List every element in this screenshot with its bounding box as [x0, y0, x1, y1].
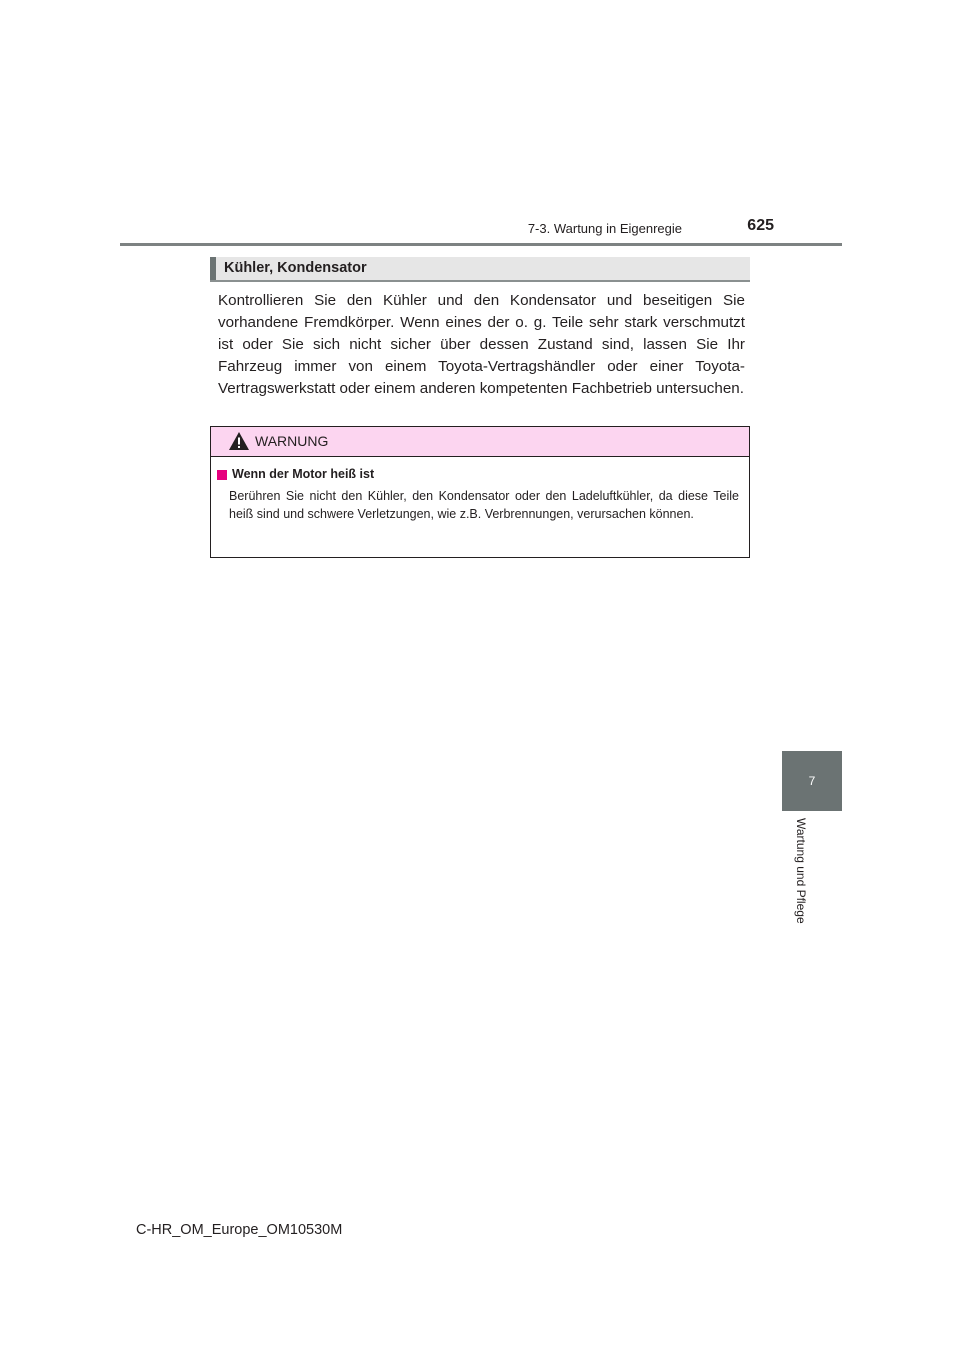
- warning-header: [211, 427, 749, 457]
- heading-accent: [210, 257, 216, 280]
- section-heading-bar: [210, 257, 750, 282]
- warning-text: Berühren Sie nicht den Kühler, den Kondensator oder den Ladeluftkühler, da diese Teile heiß sind und schwere Verletzungen, wie z.B. Verbrennungen, verursachen können.: [229, 489, 739, 521]
- section-heading: Kühler, Kondensator: [224, 260, 367, 276]
- warning-title: WARNUNG: [255, 433, 329, 449]
- header-rule: [120, 243, 842, 246]
- chapter-tab: [782, 751, 842, 811]
- chapter-title-vertical: Wartung und Pflege: [794, 818, 808, 924]
- square-bullet-icon: [217, 470, 227, 480]
- chapter-number: 7: [808, 774, 816, 788]
- warning-subtitle: Wenn der Motor heiß ist: [232, 467, 375, 481]
- warning-box: [210, 426, 750, 558]
- section-title: 7-3. Wartung in Eigenregie: [527, 221, 682, 236]
- page-number: 625: [747, 217, 774, 234]
- footer-document-code: C-HR_OM_Europe_OM10530M: [136, 1222, 343, 1238]
- warning-triangle-icon: [228, 431, 250, 451]
- body-paragraph: Kontrollieren Sie den Kühler und den Kondensator und beseitigen Sie vorhandene Fremdkörper. Wenn eines der o. g. Teile sehr stark verschmutzt ist oder Sie sich nicht sicher über dessen Zustand sind, lassen Sie Ihr Fahrzeug immer von einem Toyota-Vertragshändler oder einer Toyota-Vertragswerkstatt oder einem anderen kompetenten Fachbetrieb untersuchen.: [218, 292, 745, 397]
